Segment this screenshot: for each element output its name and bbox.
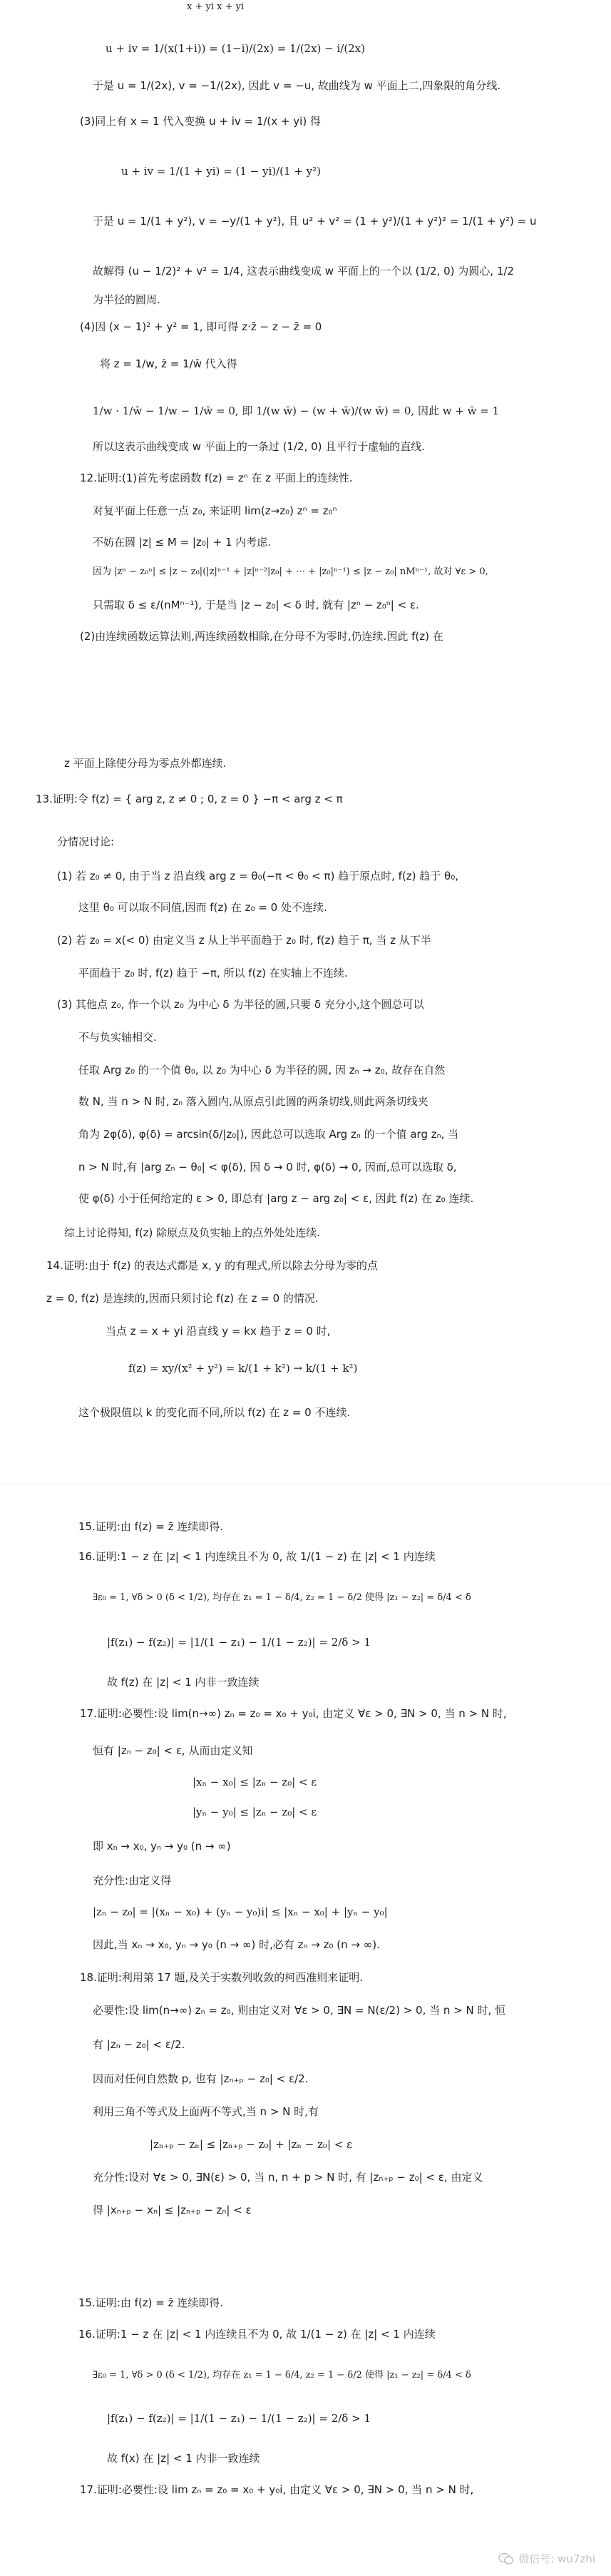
line-33: 14.证明:由于 f(z) 的表达式都是 x, y 的有理式,所以除去分母为零的点 xyxy=(46,1259,378,1272)
line-49: |zₙ − z₀| = |(xₙ − x₀) + (yₙ − y₀)i| ≤ |xₙ − x₀| + |yₙ − y₀| xyxy=(93,1905,388,1918)
line-24: 平面趋于 z₀ 时, f(z) 趋于 −π, 所以 f(z) 在实轴上不连续. xyxy=(78,967,348,979)
line-34: z = 0, f(z) 是连续的,因而只须讨论 f(z) 在 z = 0 的情况. xyxy=(46,1292,319,1305)
line-31: 使 φ(δ) 小于任何给定的 ε > 0, 即总有 |arg z − arg z₀| < ε, 因此 f(z) 在 z₀ 连续. xyxy=(78,1192,474,1205)
line-16: 只需取 δ ≤ ε/(nMⁿ⁻¹), 于是当 |z − z₀| < δ 时, 就有 |zⁿ − z₀ⁿ| < ε. xyxy=(93,599,419,611)
line-50: 因此,当 xₙ → x₀, yₙ → y₀ (n → ∞) 时,必有 zₙ → z₀ (n → ∞). xyxy=(93,1938,380,1951)
line-19: 13.证明:令 f(z) = { arg z, z ≠ 0 ; 0, z = 0 } −π < arg z < π xyxy=(36,793,343,805)
line-36: f(z) = xy/(x² + y²) = k/(1 + k²) → k/(1 + k²) xyxy=(128,1362,358,1375)
line-03: (3)同上有 x = 1 代入变换 u + iv = 1/(x + yi) 得 xyxy=(80,115,321,128)
line-35: 当点 z = x + yi 沿直线 y = kx 趋于 z = 0 时, xyxy=(106,1325,331,1338)
line-64: 17.证明:必要性:设 lim zₙ = z₀ = x₀ + y₀i, 由定义 ∀ε > 0, ∃N > 0, 当 n > N 时, xyxy=(80,2483,474,2496)
line-11: 所以这表示曲线变成 w 平面上的一条过 (1/2, 0) 且平行于虚轴的直线. xyxy=(93,440,426,453)
line-61: ∃ε₀ = 1, ∀δ > 0 (δ < 1/2), 均存在 z₁ = 1 − δ/4, z₂ = 1 − δ/2 使得 |z₁ − z₂| = δ/4 < δ xyxy=(93,2370,471,2381)
line-30: n > N 时,有 |arg zₙ − θ₀| < φ(δ), 因 δ → 0 时, φ(δ) → 0, 因而,总可以选取 δ, xyxy=(78,1161,457,1174)
line-56: |zₙ₊ₚ − zₙ| ≤ |zₙ₊ₚ − z₀| + |zₙ − z₀| < ε xyxy=(150,2138,352,2151)
line-45: |xₙ − x₀| ≤ |zₙ − z₀| < ε xyxy=(192,1776,317,1788)
line-27: 任取 Arg z₀ 的一个值 θ₀, 以 z₀ 为中心 δ 为半径的圆, 因 zₙ → z₀, 故存在自然 xyxy=(78,1064,446,1076)
line-59: 15.证明:由 f(z) = z̄ 连续即得. xyxy=(78,2296,224,2309)
line-29: 角为 2φ(δ), φ(δ) = arcsin(δ/|z₀|), 因此总可以选取 Arg zₙ 的一个值 arg zₙ, 当 xyxy=(78,1128,459,1141)
line-39: 16.证明:1 − z 在 |z| < 1 内连续且不为 0, 故 1/(1 − z) 在 |z| < 1 内连续 xyxy=(78,1550,436,1563)
line-12: 12.证明:(1)首先考虑函数 f(z) = zⁿ 在 z 平面上的连续性. xyxy=(80,472,353,484)
watermark-text: 微信号: wu7zhi xyxy=(518,2552,595,2565)
line-22: 这里 θ₀ 可以取不同值,因而 f(z) 在 z₀ = 0 处不连续. xyxy=(78,901,327,914)
line-62: |f(z₁) − f(z₂)| = |1/(1 − z₁) − 1/(1 − z₂)| = 2/δ > 1 xyxy=(107,2412,371,2425)
line-02: 于是 u = 1/(2x), v = −1/(2x), 因此 v = −u, 故曲线为 w 平面上二,四象限的角分线. xyxy=(93,79,501,92)
line-54: 因而对任何自然数 p, 也有 |zₙ₊ₚ − z₀| < ε/2. xyxy=(93,2072,309,2085)
watermark xyxy=(498,2551,595,2566)
line-18: z 平面上除使分母为零点外都连续. xyxy=(64,757,227,770)
line-53: 有 |zₙ − z₀| < ε/2. xyxy=(93,2038,185,2051)
line-26: 不与负实轴相交. xyxy=(78,1031,157,1044)
line-32: 综上讨论得知, f(z) 除原点及负实轴上的点外处处连续. xyxy=(64,1226,320,1239)
line-63: 故 f(x) 在 |z| < 1 内非一致连续 xyxy=(107,2452,260,2465)
line-13: 对复平面上任意一点 z₀, 来证明 lim(z→z₀) zⁿ = z₀ⁿ xyxy=(93,504,337,517)
line-08: (4)因 (x − 1)² + y² = 1, 即可得 z·z̄ − z − z̄ = 0 xyxy=(80,320,322,333)
line-44: 恒有 |zₙ − z₀| < ε, 从而由定义知 xyxy=(93,1744,253,1757)
line-58: 得 |xₙ₊ₚ − xₙ| ≤ |zₙ₊ₚ − zₙ| < ε xyxy=(93,2204,252,2216)
line-01: u + iv = 1/(x(1+i)) = (1−i)/(2x) = 1/(2x) − i/(2x) xyxy=(106,42,366,55)
page-divider xyxy=(0,1484,611,1485)
line-41: |f(z₁) − f(z₂)| = |1/(1 − z₁) − 1/(1 − z₂)| = 2/δ > 1 xyxy=(107,1636,371,1649)
line-04: u + iv = 1/(1 + yi) = (1 − yi)/(1 + y²) xyxy=(121,165,321,178)
line-42: 故 f(z) 在 |z| < 1 内非一致连续 xyxy=(107,1676,260,1689)
line-06: 故解得 (u − 1/2)² + v² = 1/4, 这表示曲线变成 w 平面上的一个以 (1/2, 0) 为圆心, 1/2 xyxy=(93,265,514,278)
line-48: 充分性:由定义得 xyxy=(93,1874,172,1887)
line-15: 因为 |zⁿ − z₀ⁿ| ≤ |z − z₀|(|z|ⁿ⁻¹ + |z|ⁿ⁻²|z₀| + ⋯ + |z₀|ⁿ⁻¹) ≤ |z − z₀| nMⁿ⁻¹, 故对 ∀ε > 0, xyxy=(93,566,488,577)
line-14: 不妨在圆 |z| ≤ M = |z₀| + 1 内考虑. xyxy=(93,536,272,549)
line-17: (2)由连续函数运算法则,两连续函数相除,在分母不为零时,仍连续.因此 f(z) 在 xyxy=(80,630,443,643)
line-23: (2) 若 z₀ = x(< 0) 由定义当 z 从上半平面趋于 z₀ 时, f(z) 趋于 π, 当 z 从下半 xyxy=(57,934,431,947)
line-60: 16.证明:1 − z 在 |z| < 1 内连续且不为 0, 故 1/(1 − z) 在 |z| < 1 内连续 xyxy=(78,2328,436,2341)
line-38: 15.证明:由 f(z) = z̄ 连续即得. xyxy=(78,1520,224,1533)
wechat-icon xyxy=(498,2552,514,2565)
line-47: 即 xₙ → x₀, yₙ → y₀ (n → ∞) xyxy=(93,1840,231,1853)
line-25: (3) 其他点 z₀, 作一个以 z₀ 为中心 δ 为半径的圆,只要 δ 充分小,这个圆总可以 xyxy=(57,998,424,1011)
line-05: 于是 u = 1/(1 + y²), v = −y/(1 + y²), 且 u² + v² = (1 + y²)/(1 + y²)² = 1/(1 + y²) = u xyxy=(93,215,537,228)
line-57: 充分性:设对 ∀ε > 0, ∃N(ε) > 0, 当 n, n + p > N 时, 有 |zₙ₊ₚ − z₀| < ε, 由定义 xyxy=(93,2171,483,2184)
line-28: 数 N, 当 n > N 时, zₙ 落入圆内,从原点引此圆的两条切线,则此两条切线夹 xyxy=(78,1095,428,1108)
line-43: 17.证明:必要性:设 lim(n→∞) zₙ = z₀ = x₀ + y₀i, 由定义 ∀ε > 0, ∃N > 0, 当 n > N 时, xyxy=(80,1707,507,1720)
line-21: (1) 若 z₀ ≠ 0, 由于当 z 沿直线 arg z = θ₀(−π < θ₀ < π) 趋于原点时, f(z) 趋于 θ₀, xyxy=(57,870,458,882)
line-20: 分情况讨论: xyxy=(57,835,115,848)
line-46: |yₙ − y₀| ≤ |zₙ − z₀| < ε xyxy=(192,1806,317,1818)
line-09: 将 z = 1/w, z̄ = 1/w̄ 代入得 xyxy=(100,357,237,370)
line-51: 18.证明:利用第 17 题,及关于实数列收敛的柯西准则来证明. xyxy=(80,1971,364,1984)
line-37: 这个极限值以 k 的变化而不同,所以 f(z) 在 z = 0 不连续. xyxy=(78,1406,351,1419)
line-10: 1/w · 1/w̄ − 1/w − 1/w̄ = 0, 即 1/(w w̄) − (w + w̄)/(w w̄) = 0, 因此 w + w̄ = 1 xyxy=(93,404,500,417)
line-00: x + yi x + yi xyxy=(187,1,245,12)
line-40: ∃ε₀ = 1, ∀δ > 0 (δ < 1/2), 均存在 z₁ = 1 − δ/4, z₂ = 1 − δ/2 使得 |z₁ − z₂| = δ/4 < δ xyxy=(93,1592,471,1603)
line-52: 必要性:设 lim(n→∞) zₙ = z₀, 则由定义对 ∀ε > 0, ∃N = N(ε/2) > 0, 当 n > N 时, 恒 xyxy=(93,2004,506,2017)
line-07: 为半径的圆周. xyxy=(93,293,160,306)
line-55: 利用三角不等式及上面两不等式,当 n > N 时,有 xyxy=(93,2105,319,2118)
